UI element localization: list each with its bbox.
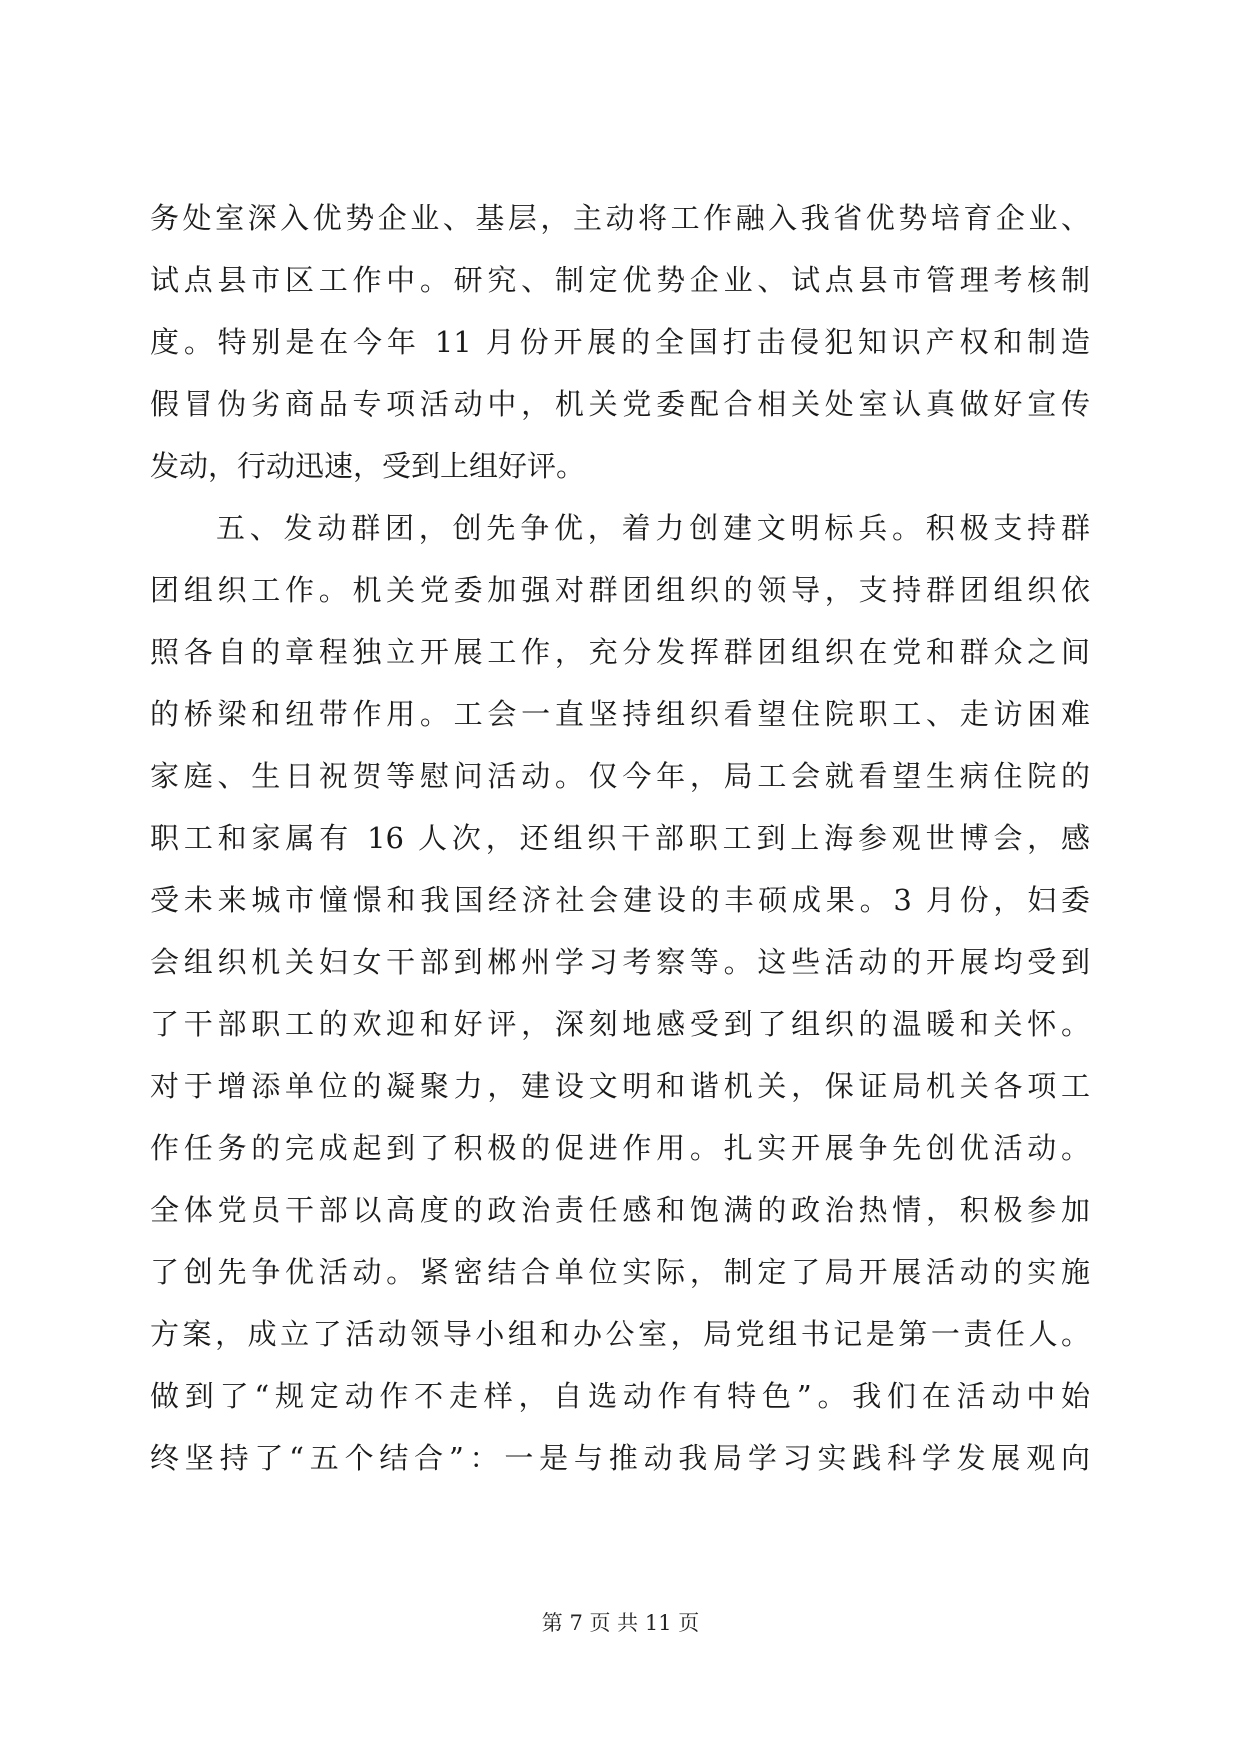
text-line-2: 试点县市区工作中。研究、制定优势企业、试点县市管理考核制 — [150, 263, 1090, 297]
body-text — [150, 187, 1090, 1489]
text-line-17: 全体党员干部以高度的政治责任感和饱满的政治热情，积极参加 — [150, 1193, 1090, 1227]
text-line-8: 照各自的章程独立开展工作，充分发挥群团组织在党和群众之间 — [150, 635, 1090, 669]
text-line-12: 受未来城市憧憬和我国经济社会建设的丰硕成果。3 月份，妇委 — [150, 883, 1090, 917]
text-line-4: 假冒伪劣商品专项活动中，机关党委配合相关处室认真做好宣传 — [150, 387, 1090, 421]
text-line-19: 方案，成立了活动领导小组和办公室，局党组书记是第一责任人。 — [150, 1317, 1090, 1351]
text-line-20: 做到了“规定动作不走样，自选动作有特色”。我们在活动中始 — [150, 1379, 1090, 1413]
text-line-1: 务处室深入优势企业、基层，主动将工作融入我省优势培育企业、 — [150, 201, 1090, 235]
text-line-11: 职工和家属有 16 人次，还组织干部职工到上海参观世博会，感 — [150, 821, 1090, 855]
text-line-6: 五、发动群团，创先争优，着力创建文明标兵。积极支持群 — [216, 511, 1090, 545]
text-line-5: 发动，行动迅速，受到上组好评。 — [150, 449, 586, 483]
text-line-13: 会组织机关妇女干部到郴州学习考察等。这些活动的开展均受到 — [150, 945, 1090, 979]
page-number-footer: 第 7 页 共 11 页 — [541, 1611, 700, 1635]
text-line-21: 终坚持了“五个结合”：一是与推动我局学习实践科学发展观向 — [150, 1441, 1090, 1475]
text-line-14: 了干部职工的欢迎和好评，深刻地感受到了组织的温暖和关怀。 — [150, 1007, 1090, 1041]
text-line-9: 的桥梁和纽带作用。工会一直坚持组织看望住院职工、走访困难 — [150, 697, 1090, 731]
text-line-7: 团组织工作。机关党委加强对群团组织的领导，支持群团组织依 — [150, 573, 1090, 607]
text-line-15: 对于增添单位的凝聚力，建设文明和谐机关，保证局机关各项工 — [150, 1069, 1090, 1103]
text-line-16: 作任务的完成起到了积极的促进作用。扎实开展争先创优活动。 — [150, 1131, 1090, 1165]
text-line-3: 度。特别是在今年 11 月份开展的全国打击侵犯知识产权和制造 — [150, 325, 1090, 359]
text-line-10: 家庭、生日祝贺等慰问活动。仅今年，局工会就看望生病住院的 — [150, 759, 1090, 793]
text-line-18: 了创先争优活动。紧密结合单位实际，制定了局开展活动的实施 — [150, 1255, 1090, 1289]
